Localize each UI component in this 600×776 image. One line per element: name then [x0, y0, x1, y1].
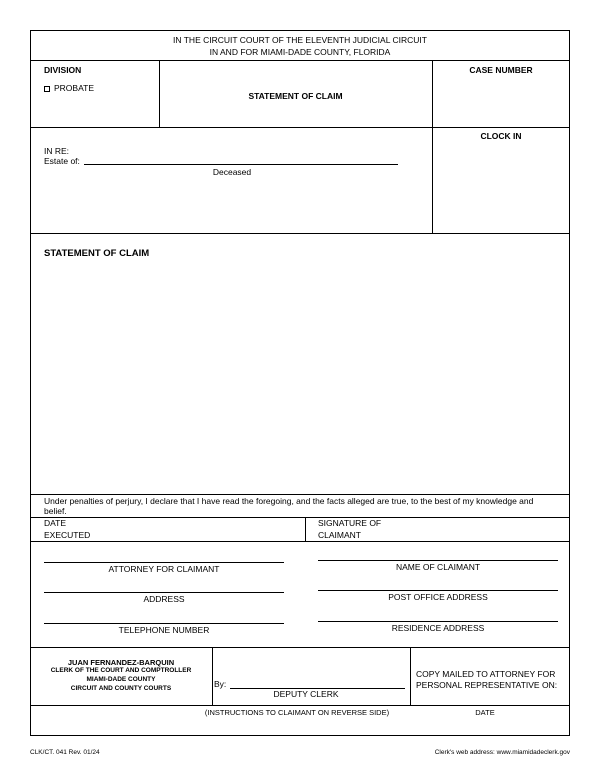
name-field[interactable]	[318, 560, 558, 561]
date-label: DATE	[44, 518, 67, 528]
claim-heading: STATEMENT OF CLAIM	[44, 248, 150, 259]
name-label: NAME OF CLAIMANT	[395, 562, 481, 572]
deceased-label: Deceased	[212, 167, 252, 177]
attorney-field[interactable]	[44, 562, 284, 563]
telephone-field[interactable]	[44, 623, 284, 624]
form-id: CLK/CT. 041 Rev. 01/24	[30, 749, 100, 756]
estate-name-line[interactable]	[84, 164, 398, 165]
deputy-clerk-label: DEPUTY CLERK	[273, 689, 339, 699]
divider	[30, 494, 570, 495]
claimant-label: CLAIMANT	[318, 530, 361, 540]
divider	[30, 60, 570, 61]
signature-label: SIGNATURE OF	[318, 518, 382, 528]
divider	[30, 541, 570, 542]
divider	[212, 647, 213, 705]
attorney-label: ATTORNEY FOR CLAIMANT	[108, 564, 220, 574]
instructions-note: (INSTRUCTIONS TO CLAIMANT ON REVERSE SIDE)	[204, 708, 390, 717]
divider	[305, 517, 306, 541]
probate-label: PROBATE	[54, 83, 94, 93]
po-address-label: POST OFFICE ADDRESS	[388, 592, 488, 602]
divider	[30, 517, 570, 518]
date-label-bottom: DATE	[475, 708, 495, 717]
copy-mailed-label: COPY MAILED TO ATTORNEY FOR	[416, 669, 556, 679]
residence-field[interactable]	[318, 621, 558, 622]
residence-label: RESIDENCE ADDRESS	[391, 623, 485, 633]
divider	[30, 705, 570, 706]
telephone-label: TELEPHONE NUMBER	[118, 625, 210, 635]
clerk-title: CLERK OF THE COURT AND COMPTROLLER	[50, 667, 192, 674]
in-re-label: IN RE:	[44, 146, 70, 156]
clerk-courts: CIRCUIT AND COUNTY COURTS	[70, 685, 172, 692]
division-label: DIVISION	[44, 65, 82, 75]
estate-of-label: Estate of:	[44, 156, 80, 166]
divider	[30, 647, 570, 648]
address-field[interactable]	[44, 592, 284, 593]
by-label: By:	[214, 679, 227, 689]
claim-text-area[interactable]	[31, 265, 569, 493]
probate-option[interactable]	[44, 84, 94, 93]
address-label: ADDRESS	[143, 594, 185, 604]
executed-label: EXECUTED	[44, 530, 91, 540]
clerk-web-address: Clerk's web address: www.miamidadeclerk.gov	[434, 749, 570, 756]
clerk-name: JUAN FERNANDEZ-BARQUIN	[67, 658, 175, 667]
court-line-2: IN AND FOR MIAMI-DADE COUNTY, FLORIDA	[209, 47, 391, 57]
divider	[30, 127, 570, 128]
case-number-label: CASE NUMBER	[469, 65, 533, 75]
copy-mailed-label-cont: PERSONAL REPRESENTATIVE ON:	[416, 680, 558, 690]
probate-checkbox[interactable]	[44, 86, 50, 92]
form-title: STATEMENT OF CLAIM	[248, 91, 343, 101]
divider	[410, 647, 411, 705]
divider	[432, 60, 433, 233]
court-line-1: IN THE CIRCUIT COURT OF THE ELEVENTH JUDICIAL CIRCUIT	[173, 35, 427, 45]
declaration-text-cont: belief.	[44, 506, 67, 516]
declaration-text: Under penalties of perjury, I declare that I have read the foregoing, and the facts alleged are true, to the best of my knowledge and	[44, 496, 534, 506]
divider	[30, 233, 570, 234]
clerk-county: MIAMI-DADE COUNTY	[86, 676, 156, 683]
clock-in-label: CLOCK IN	[480, 131, 522, 141]
po-address-field[interactable]	[318, 590, 558, 591]
